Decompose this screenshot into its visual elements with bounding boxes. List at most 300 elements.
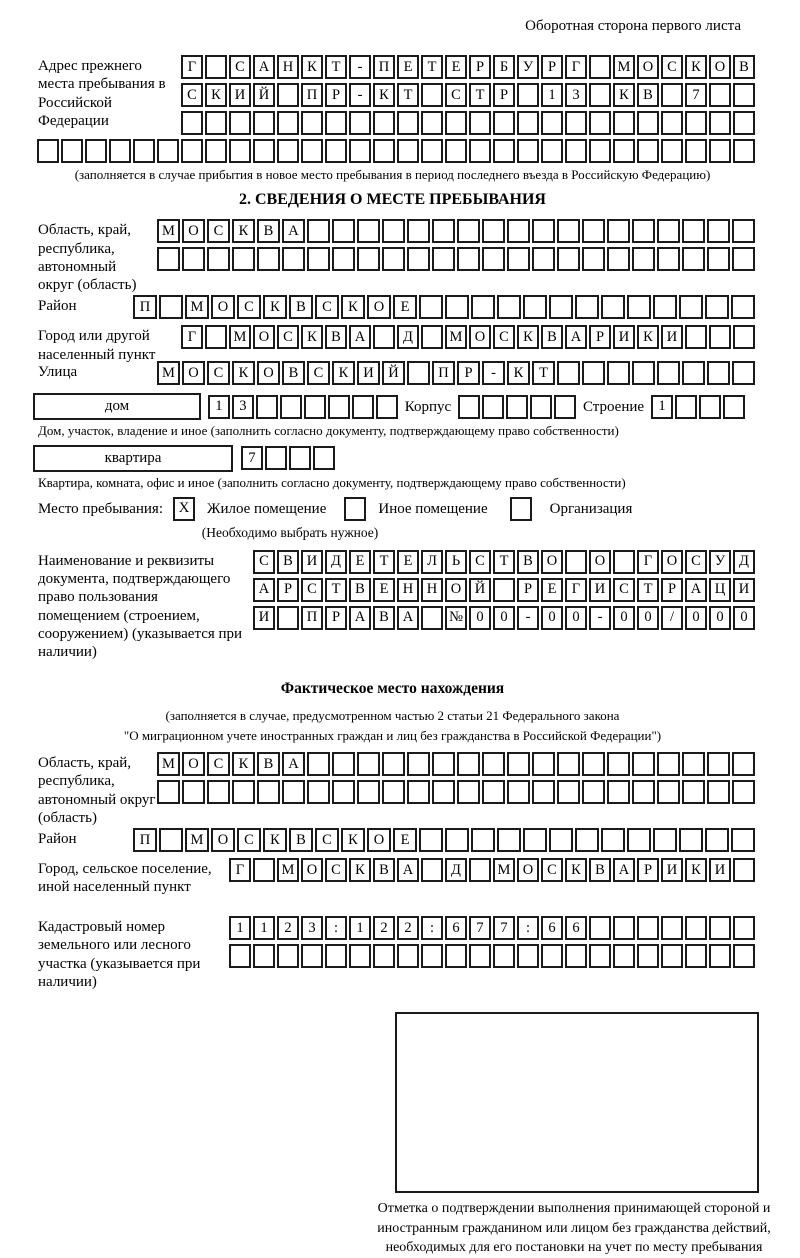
char-cell	[541, 139, 563, 163]
char-cell: О	[709, 55, 731, 79]
char-cell: Г	[565, 578, 587, 602]
char-cell	[277, 83, 299, 107]
char-cell	[85, 139, 107, 163]
char-cell: Р	[637, 858, 659, 882]
char-cell: Г	[637, 550, 659, 574]
char-cell: П	[432, 361, 455, 385]
char-cell: О	[182, 361, 205, 385]
char-cell: А	[397, 606, 419, 630]
char-cell	[653, 828, 677, 852]
char-cell	[632, 780, 655, 804]
char-cell: Р	[541, 55, 563, 79]
char-cell	[157, 139, 179, 163]
char-cell: О	[301, 858, 323, 882]
char-cell: П	[373, 55, 395, 79]
char-cell	[709, 916, 731, 940]
char-cell	[557, 247, 580, 271]
char-cell: О	[517, 858, 539, 882]
char-cell	[445, 139, 467, 163]
char-cell	[421, 139, 443, 163]
char-cell	[373, 139, 395, 163]
stay-type-label: Место пребывания:	[38, 500, 163, 517]
char-cell: И	[301, 550, 323, 574]
section2-title: 2. СВЕДЕНИЯ О МЕСТЕ ПРЕБЫВАНИЯ	[239, 191, 546, 209]
char-cell	[280, 395, 302, 419]
char-cell	[357, 247, 380, 271]
char-cell: В	[282, 361, 305, 385]
char-cell	[731, 828, 755, 852]
char-cell	[373, 944, 395, 968]
char-cell	[493, 944, 515, 968]
city-label: Город или другой населенный пункт	[38, 328, 156, 363]
char-cell	[471, 295, 495, 319]
char-cell: С	[229, 55, 251, 79]
char-cell	[457, 752, 480, 776]
char-cell	[229, 139, 251, 163]
char-cell: К	[507, 361, 530, 385]
char-cell	[471, 828, 495, 852]
actual-location-caption-1: (заполняется в случае, предусмотренном частью 2 статьи 21 Федерального закона	[165, 707, 620, 723]
char-cell	[256, 395, 278, 419]
char-cell	[497, 295, 521, 319]
char-cell	[357, 219, 380, 243]
char-cell: Г	[181, 55, 203, 79]
char-cell: П	[133, 828, 157, 852]
char-cell	[382, 219, 405, 243]
char-cell: К	[349, 858, 371, 882]
stay-type-checkbox-residential: X	[173, 497, 195, 521]
char-cell	[277, 139, 299, 163]
char-cell	[325, 111, 347, 135]
char-cell	[301, 944, 323, 968]
char-cell: С	[613, 578, 635, 602]
char-cell	[733, 916, 755, 940]
char-cell	[507, 780, 530, 804]
char-cell	[421, 325, 443, 349]
char-cell	[530, 395, 552, 419]
char-cell	[332, 752, 355, 776]
char-cell	[637, 139, 659, 163]
char-cell	[207, 247, 230, 271]
char-cell: 1	[253, 916, 275, 940]
char-cell: С	[685, 550, 707, 574]
char-cell	[304, 395, 326, 419]
char-cell: Г	[565, 55, 587, 79]
char-cell	[627, 828, 651, 852]
char-cell: В	[277, 550, 299, 574]
char-cell	[732, 219, 755, 243]
char-cell	[685, 916, 707, 940]
char-cell: Р	[469, 55, 491, 79]
char-cell: К	[205, 83, 227, 107]
char-cell	[707, 780, 730, 804]
char-cell	[397, 139, 419, 163]
char-cell: 2	[277, 916, 299, 940]
char-cell: 0	[709, 606, 731, 630]
char-cell	[657, 247, 680, 271]
char-cell: О	[445, 578, 467, 602]
char-cell	[601, 828, 625, 852]
char-cell: В	[257, 752, 280, 776]
char-cell	[682, 361, 705, 385]
stroenie-cells	[651, 395, 745, 419]
char-cell	[733, 944, 755, 968]
char-cell	[685, 139, 707, 163]
char-cell	[607, 361, 630, 385]
char-cell: -	[349, 83, 371, 107]
char-cell: :	[517, 916, 539, 940]
stamp-section	[30, 1012, 771, 1258]
actual-region-field	[30, 752, 755, 828]
char-cell	[582, 247, 605, 271]
char-cell: П	[301, 606, 323, 630]
char-cell: Р	[589, 325, 611, 349]
char-cell	[565, 139, 587, 163]
char-cell: 7	[685, 83, 707, 107]
char-cell: О	[661, 550, 683, 574]
char-cell: 1	[208, 395, 230, 419]
char-cell: Н	[397, 578, 419, 602]
district-row	[30, 295, 755, 319]
char-cell	[675, 395, 697, 419]
char-cell	[709, 944, 731, 968]
actual-district-field	[30, 828, 755, 858]
house-field	[33, 393, 745, 420]
char-cell	[733, 858, 755, 882]
char-cell: С	[301, 578, 323, 602]
form-back-page	[30, 0, 771, 1258]
char-cell: К	[232, 219, 255, 243]
char-cell	[328, 395, 350, 419]
char-cell	[445, 111, 467, 135]
char-cell: 0	[565, 606, 587, 630]
char-cell	[709, 325, 731, 349]
apartment-cells	[241, 446, 335, 470]
char-cell: А	[253, 55, 275, 79]
stay-type-option-other: Иное помещение	[378, 500, 488, 517]
char-cell	[277, 606, 299, 630]
char-cell: С	[207, 752, 230, 776]
char-cell	[523, 828, 547, 852]
char-cell	[679, 295, 703, 319]
char-cell	[637, 111, 659, 135]
char-cell: 1	[541, 83, 563, 107]
char-cell: О	[541, 550, 563, 574]
char-cell	[469, 111, 491, 135]
char-cell	[507, 752, 530, 776]
char-cell: К	[341, 295, 365, 319]
char-cell	[565, 944, 587, 968]
char-cell	[589, 944, 611, 968]
char-cell	[432, 780, 455, 804]
char-cell	[349, 944, 371, 968]
char-cell	[397, 111, 419, 135]
char-cell	[557, 361, 580, 385]
char-cell	[507, 219, 530, 243]
stay-type-option-residential: Жилое помещение	[207, 500, 327, 517]
char-cell: /	[661, 606, 683, 630]
char-cell	[657, 361, 680, 385]
actual-location-caption-2: "О миграционном учете иностранных граждан и лиц без гражданства в Российской Федерации")	[123, 727, 662, 743]
char-cell	[432, 247, 455, 271]
char-cell	[532, 780, 555, 804]
char-cell	[705, 828, 729, 852]
city-field	[30, 325, 755, 361]
char-cell	[159, 828, 183, 852]
char-cell	[232, 247, 255, 271]
char-cell: Т	[469, 83, 491, 107]
actual-location-title: Фактическое место нахождения	[280, 679, 505, 697]
char-cell: С	[307, 361, 330, 385]
char-cell: О	[211, 295, 235, 319]
char-cell: К	[373, 83, 395, 107]
char-cell: 0	[613, 606, 635, 630]
char-cell	[582, 219, 605, 243]
prev-address-label: Адрес прежнего места пребывания в Российской Федерации	[38, 58, 166, 129]
char-cell: И	[661, 325, 683, 349]
char-cell: С	[325, 858, 347, 882]
actual-region-label: Область, край, республика, автономный округ (область)	[38, 755, 156, 827]
char-cell: А	[613, 858, 635, 882]
char-cell: Р	[661, 578, 683, 602]
char-cell: К	[637, 325, 659, 349]
char-cell	[682, 752, 705, 776]
char-cell: С	[445, 83, 467, 107]
char-cell: К	[263, 828, 287, 852]
char-cell	[407, 361, 430, 385]
char-cell: М	[157, 361, 180, 385]
char-cell	[421, 606, 443, 630]
char-cell	[589, 111, 611, 135]
char-cell: 0	[637, 606, 659, 630]
char-cell: М	[493, 858, 515, 882]
char-cell	[313, 446, 335, 470]
char-cell: К	[301, 325, 323, 349]
char-cell	[517, 111, 539, 135]
apartment-caption: Квартира, комната, офис и иное (заполнить согласно документу, подтверждающему право собственности)	[38, 474, 626, 490]
char-cell: 6	[541, 916, 563, 940]
char-cell: М	[445, 325, 467, 349]
prev-address-row-4	[30, 139, 755, 163]
char-cell: 0	[493, 606, 515, 630]
char-cell	[613, 139, 635, 163]
char-cell	[205, 55, 227, 79]
char-cell: 0	[733, 606, 755, 630]
char-cell	[517, 139, 539, 163]
char-cell: К	[301, 55, 323, 79]
char-cell: А	[685, 578, 707, 602]
char-cell	[419, 295, 443, 319]
prev-address-section	[30, 55, 755, 139]
char-cell: К	[232, 361, 255, 385]
char-cell	[661, 944, 683, 968]
char-cell	[182, 780, 205, 804]
char-cell	[532, 219, 555, 243]
street-field	[30, 361, 755, 391]
char-cell: С	[207, 361, 230, 385]
char-cell: А	[349, 606, 371, 630]
char-cell: :	[325, 916, 347, 940]
char-cell	[458, 395, 480, 419]
char-cell	[407, 752, 430, 776]
char-cell	[632, 219, 655, 243]
char-cell: Т	[325, 578, 347, 602]
char-cell	[557, 752, 580, 776]
char-cell	[607, 780, 630, 804]
char-cell: В	[325, 325, 347, 349]
char-cell	[733, 83, 755, 107]
char-cell: М	[613, 55, 635, 79]
char-cell	[257, 247, 280, 271]
char-cell: Е	[541, 578, 563, 602]
char-cell	[493, 578, 515, 602]
char-cell	[307, 247, 330, 271]
char-cell	[301, 111, 323, 135]
char-cell	[307, 752, 330, 776]
char-cell	[469, 139, 491, 163]
char-cell	[232, 780, 255, 804]
char-cell	[682, 780, 705, 804]
char-cell	[277, 944, 299, 968]
char-cell: В	[349, 578, 371, 602]
char-cell: В	[541, 325, 563, 349]
char-cell	[421, 111, 443, 135]
char-cell	[589, 916, 611, 940]
char-cell	[349, 139, 371, 163]
prev-address-caption: (заполняется в случае прибытия в новое место пребывания в период последнего въезда в Российскую Федерацию)	[74, 167, 711, 182]
char-cell	[382, 247, 405, 271]
char-cell: Т	[421, 55, 443, 79]
char-cell	[709, 83, 731, 107]
char-cell: 1	[651, 395, 673, 419]
char-cell	[632, 752, 655, 776]
char-cell	[37, 139, 59, 163]
region-field	[30, 219, 755, 295]
char-cell	[229, 111, 251, 135]
char-cell: Г	[181, 325, 203, 349]
char-cell: И	[661, 858, 683, 882]
char-cell	[532, 247, 555, 271]
char-cell: Е	[445, 55, 467, 79]
char-cell	[582, 361, 605, 385]
char-cell: У	[709, 550, 731, 574]
char-cell	[332, 780, 355, 804]
char-cell	[661, 916, 683, 940]
char-cell: К	[232, 752, 255, 776]
char-cell: Й	[469, 578, 491, 602]
char-cell	[731, 295, 755, 319]
char-cell: А	[349, 325, 371, 349]
char-cell: П	[133, 295, 157, 319]
char-cell: И	[589, 578, 611, 602]
char-cell	[607, 247, 630, 271]
char-cell	[352, 395, 374, 419]
stamp-box	[395, 1012, 759, 1193]
char-cell	[532, 752, 555, 776]
char-cell	[432, 752, 455, 776]
char-cell: К	[685, 858, 707, 882]
char-cell	[685, 325, 707, 349]
char-cell	[679, 828, 703, 852]
char-cell	[407, 219, 430, 243]
char-cell: Ь	[445, 550, 467, 574]
char-cell: С	[661, 55, 683, 79]
char-cell	[421, 858, 443, 882]
stay-type-checkbox-organization	[510, 497, 532, 521]
char-cell	[205, 139, 227, 163]
char-cell: Е	[393, 295, 417, 319]
char-cell: 3	[232, 395, 254, 419]
char-cell: Г	[229, 858, 251, 882]
char-cell	[482, 219, 505, 243]
char-cell	[182, 247, 205, 271]
char-cell	[253, 111, 275, 135]
char-cell: Т	[493, 550, 515, 574]
apartment-field	[33, 445, 755, 472]
char-cell: 7	[469, 916, 491, 940]
char-cell: 3	[565, 83, 587, 107]
char-cell	[707, 361, 730, 385]
char-cell	[661, 111, 683, 135]
char-cell	[709, 139, 731, 163]
char-cell: -	[517, 606, 539, 630]
char-cell: 2	[373, 916, 395, 940]
korpus-cells	[458, 395, 576, 419]
char-cell: О	[367, 828, 391, 852]
char-cell: К	[263, 295, 287, 319]
char-cell	[707, 247, 730, 271]
char-cell	[253, 139, 275, 163]
char-cell	[282, 247, 305, 271]
char-cell	[382, 752, 405, 776]
char-cell	[613, 111, 635, 135]
char-cell	[732, 361, 755, 385]
char-cell: И	[229, 83, 251, 107]
char-cell	[432, 219, 455, 243]
char-cell	[205, 111, 227, 135]
char-cell: М	[229, 325, 251, 349]
char-cell	[382, 780, 405, 804]
char-cell: Д	[325, 550, 347, 574]
char-cell	[627, 295, 651, 319]
char-cell: К	[517, 325, 539, 349]
char-cell	[589, 139, 611, 163]
char-cell: Е	[397, 55, 419, 79]
char-cell: Р	[457, 361, 480, 385]
char-cell	[159, 295, 183, 319]
char-cell: Ц	[709, 578, 731, 602]
char-cell: 7	[493, 916, 515, 940]
char-cell	[133, 139, 155, 163]
char-cell	[613, 550, 635, 574]
char-cell: Д	[733, 550, 755, 574]
char-cell: С	[315, 295, 339, 319]
char-cell	[565, 550, 587, 574]
char-cell	[253, 858, 275, 882]
char-cell	[469, 944, 491, 968]
char-cell	[445, 828, 469, 852]
char-cell	[325, 139, 347, 163]
char-cell	[732, 752, 755, 776]
house-number-cells	[208, 395, 398, 419]
char-cell	[181, 111, 203, 135]
char-cell	[661, 83, 683, 107]
document-label: Наименование и реквизиты документа, подтверждающего право пользования помещением (строением, сооружением) (указывается при наличии)	[38, 552, 243, 661]
char-cell: Д	[397, 325, 419, 349]
char-cell	[469, 858, 491, 882]
char-cell: 0	[469, 606, 491, 630]
char-cell: Р	[277, 578, 299, 602]
